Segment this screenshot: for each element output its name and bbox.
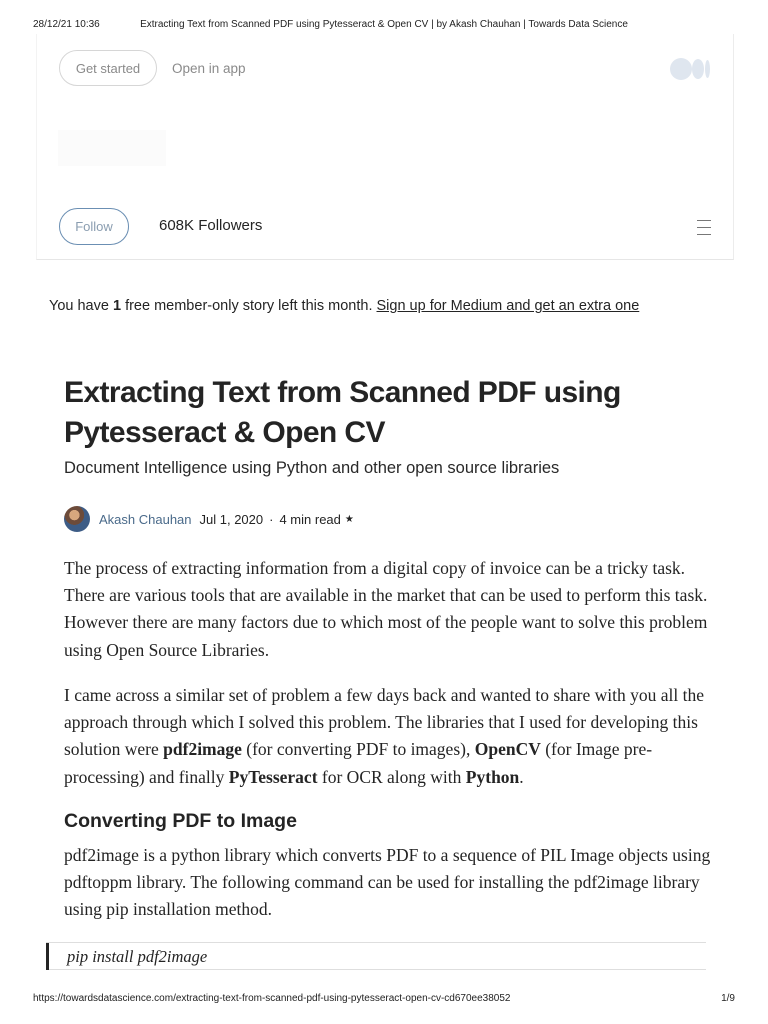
- notice-prefix: You have: [49, 298, 113, 314]
- member-only-notice: [49, 298, 639, 314]
- author-name-link[interactable]: Akash Chauhan: [99, 511, 192, 527]
- paragraph-text: I came across a similar set of problem a few days back and wanted to share with you all the approach through which I solved this problem. The libraries that I used for developing this solution were: [64, 685, 704, 760]
- paragraph-text: (for Image pre-processing) and finally: [64, 739, 653, 787]
- library-name-pytesseract: PyTesseract: [228, 766, 318, 787]
- code-text: pip install pdf2image: [67, 947, 208, 966]
- open-in-app-link[interactable]: Open in app: [172, 61, 246, 76]
- print-datetime: 28/12/21 10:36: [33, 19, 100, 30]
- hamburger-menu-icon[interactable]: [697, 220, 711, 235]
- quote-bar: [46, 943, 49, 970]
- print-url: https://towardsdatascience.com/extracting-text-from-scanned-pdf-using-pytesseract-open-cv-cd670ee38052: [33, 993, 511, 1004]
- print-page-number: 1/9: [721, 993, 735, 1004]
- author-avatar[interactable]: [64, 506, 90, 532]
- paragraph-text: (for converting PDF to images),: [241, 739, 475, 760]
- article-paragraph-2: [64, 682, 712, 791]
- paragraph-text: for OCR along with: [317, 766, 466, 787]
- followers-count: 608K Followers: [159, 217, 263, 234]
- get-started-button[interactable]: Get started: [59, 50, 157, 86]
- print-header: [0, 19, 768, 33]
- article-paragraph-1: The process of extracting information from a digital copy of invoice can be a tricky task. There are various tools that are available in the market that can be used to perform this task. However there are many factors due to which most of the people want to solve this problem using Open Source Libraries.: [64, 558, 708, 660]
- notice-middle: free member-only story left this month.: [121, 298, 377, 314]
- star-icon: ★: [344, 513, 354, 525]
- byline-separator: ·: [269, 511, 274, 527]
- medium-logo-icon[interactable]: [670, 58, 712, 80]
- article-title: Extracting Text from Scanned PDF using Pytesseract & Open CV: [64, 376, 621, 449]
- language-name-python: Python: [465, 766, 520, 787]
- follow-button[interactable]: Follow: [59, 208, 129, 245]
- code-block: [46, 942, 706, 970]
- publication-logo[interactable]: [58, 130, 166, 166]
- section-heading: Converting PDF to Image: [64, 810, 297, 832]
- article-byline: [64, 506, 354, 532]
- library-name-opencv: OpenCV: [474, 739, 541, 760]
- article-subtitle: Document Intelligence using Python and other open source libraries: [64, 459, 560, 477]
- article-paragraph-3: pdf2image is a python library which converts PDF to a sequence of PIL Image objects using pdftoppm library. The following command can be used for installing the pdf2image library using pip installation method.: [64, 845, 711, 920]
- library-name-pdf2image: pdf2image: [163, 739, 242, 760]
- publish-date: Jul 1, 2020: [199, 511, 264, 527]
- read-time: 4 min read: [279, 511, 341, 527]
- notice-count: 1: [112, 298, 122, 314]
- paragraph-text: .: [519, 766, 524, 787]
- print-page-title: Extracting Text from Scanned PDF using Pytesseract & Open CV | by Akash Chauhan | Towards Data Science: [140, 19, 628, 30]
- sign-up-link[interactable]: Sign up for Medium and get an extra one: [376, 298, 640, 314]
